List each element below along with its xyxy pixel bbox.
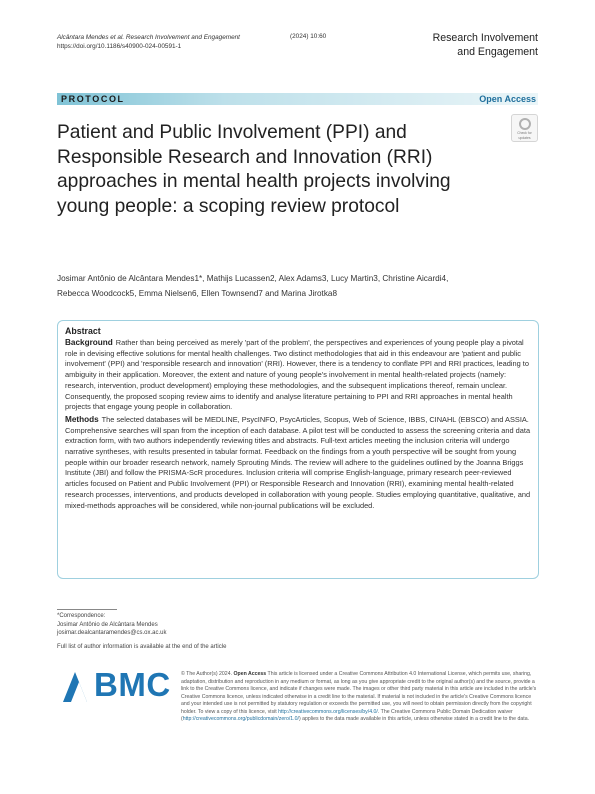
background-text: Rather than being perceived as merely 'part of the problem', the perspectives and experiences of young people play a pivotal role in devising effective solutions for mental health challenges. Two distinct methodologies that aid in this endeavour are 'patient and public involvement' (PPI) and 'responsible research and innovation' (RRI). However, there is a tendency to conflate PPI and RRI practices, leading to ambiguity in their application. Moreover, the extent and nature of young people's involvement in mental health-related projects (namely: research, intervention, product development) employing these methodologies, and the subsequent implications thereof, remain unclear. Consequently, the proposed scoping review aims to identify and analyse literature pertaining to PPI and RRI approaches in mental health projects that engage young people in collaboration. [65, 338, 529, 412]
doi-link[interactable]: https://doi.org/10.1186/s40900-024-00591-1 [57, 43, 182, 50]
citation-authors: Alcântara Mendes et al. Research Involvement and Engagement [57, 34, 240, 41]
article-type-bar [57, 93, 538, 105]
correspondence-email[interactable]: josimar.dealcantaramendes@cs.ox.ac.uk [57, 630, 167, 637]
bmc-logo-text: BMC [94, 666, 171, 703]
running-header [57, 33, 240, 51]
check-updates-line1: Check for [517, 131, 532, 135]
check-updates-icon [519, 118, 531, 130]
journal-name-line2: and Engagement [457, 46, 538, 58]
check-updates-line2: updates [518, 136, 531, 140]
correspondence-block [57, 612, 257, 638]
journal-name [433, 31, 538, 59]
abstract-box [57, 320, 539, 579]
abstract-background [65, 338, 531, 413]
footnote-divider [57, 609, 117, 610]
journal-name-line1: Research Involvement [432, 32, 538, 44]
license-lead: © The Author(s) 2024. [181, 671, 233, 677]
author-list [57, 271, 538, 301]
author-list-line1: Josimar Antônio de Alcântara Mendes1*, Mathijs Lucassen2, Alex Adams3, Lucy Martin3, Christine Aicardi4, [57, 274, 449, 283]
methods-text: The selected databases will be MEDLINE, PsycINFO, PsycArticles, Scopus, Web of Science, IBBS, CINAHL (EBSCO) and ASSIA. Comprehensive searches will span from the inception of each database. A pilot test will be conducted to assess the screening criteria and data extraction form, with two authors independently reviewing titles and abstracts. Full-text articles meeting the inclusion criteria will undergo narrative syntheses, with results presented in tabular format. Feedback on the findings from a youth perspective will be sought from young people within our broader research network, namely Sprouting Minds. The review will adhere to the guidelines outlined by the Joanna Briggs Institute (JBI) and follow the PRISMA-ScR procedures. Inclusion criteria will comprise English-language, primary research peer-reviewed articles focused on Patient and Public Involvement (PPI) or Responsible Research and Innovation (RRI), examining mental health-related research processes, interventions, and products developed in collaboration with young people. Studies employing quantitative, qualitative, and mixed-methods approaches will be considered, while non-journal publications will be excluded. [65, 414, 531, 510]
check-for-updates-badge[interactable] [511, 114, 538, 142]
citation-year-page: (2024) 10:60 [290, 33, 327, 40]
correspondence-name: Josimar Antônio de Alcântara Mendes [57, 621, 158, 628]
license-statement [181, 671, 538, 724]
license-link2[interactable]: http://creativecommons.org/publicdomain/zero/1.0/ [182, 716, 299, 722]
author-list-line2: Rebecca Woodcock5, Emma Nielsen6, Ellen Townsend7 and Marina Jirotka8 [57, 289, 338, 298]
abstract-methods [65, 415, 531, 511]
license-link1[interactable]: http://creativecommons.org/licenses/by/4.0/ [278, 708, 378, 715]
license-open-access: Open Access [233, 671, 267, 677]
methods-label: Methods [65, 414, 99, 424]
background-label: Background [65, 338, 113, 347]
correspondence-label: *Correspondence: [57, 613, 106, 619]
author-info-note: Full list of author information is available at the end of the article [57, 644, 227, 650]
license-text2: . The Creative Commons Public Domain Dedication waiver ( [181, 708, 513, 722]
open-access-label: Open Access [479, 94, 536, 104]
article-type-label: PROTOCOL [61, 94, 125, 104]
article-title: Patient and Public Involvement (PPI) and Responsible Research and Innovation (RRI) approaches in mental health projects involving young people: a scoping review protocol [57, 122, 451, 217]
abstract-heading: Abstract [65, 326, 101, 336]
license-text3: ) applies to the data made available in this article, unless otherwise stated in a credit line to the data. [298, 716, 530, 722]
license-text1: This article is licensed under a Creative Commons Attribution 4.0 International License, which permits use, sharing, adaptation, distribution and reproduction in any medium or format, as long as you give appropriate credit to the original author(s) and the source, provide a link to the Creative Commons licence, and indicate if changes were made. The images or other third party material in this article are included in the article's Creative Commons licence, unless indicated otherwise in a credit line to the material. If material is not included in the article's Creative Commons licence and your intended use is not permitted by statutory regulation or exceeds the permitted use, you will need to obtain permission directly from the copyright holder. To view a copy of this licence, visit [181, 671, 537, 715]
